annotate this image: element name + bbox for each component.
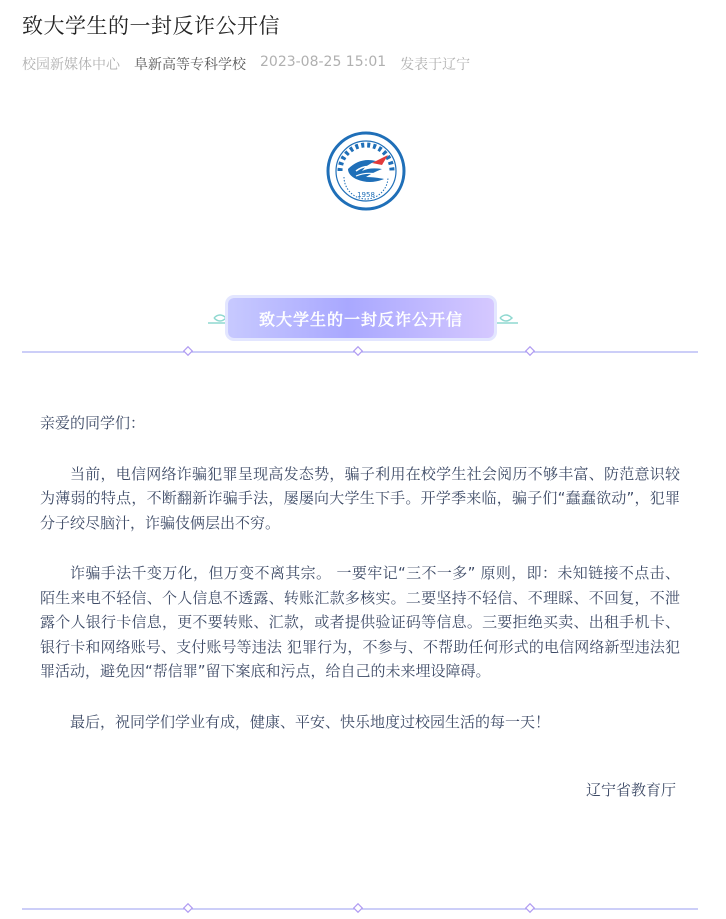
article-title: 致大学生的一封反诈公开信 xyxy=(22,14,280,38)
banner xyxy=(200,296,526,340)
letter-paragraph: 诈骗手法千变万化，但万变不离其宗。 一要牢记“三不一多” 原则，即：未知链接不点击、陌生来电不轻信、个人信息不透露、转账汇款多核实。二要坚持不轻信、不理睬、不回复，不泄露个人银行卡信息，更不要转账、汇款，或者提供验证码等信息。三要拒绝买卖、出租手机卡、银行卡和网络账号、支付账号等违法 犯罪行为，不参与、不帮助任何形式的电信网络新型违法犯罪活动，避免因“帮信罪”留下案底和污点，给自己的未来埋设障碍。 xyxy=(40,564,680,680)
account-name[interactable]: 校园新媒体中心 xyxy=(22,57,120,73)
school-name-link[interactable]: 阜新高等专科学校 xyxy=(134,57,246,73)
letter-body xyxy=(40,411,680,760)
article-meta xyxy=(22,54,470,74)
publish-location: 发表于辽宁 xyxy=(400,57,471,73)
emblem-year: 1958 xyxy=(357,191,375,199)
letter-signature: 辽宁省教育厅 xyxy=(585,781,676,799)
banner-title: 致大学生的一封反诈公开信 xyxy=(258,309,463,329)
letter-greeting: 亲爱的同学们： xyxy=(40,414,146,432)
divider-bottom xyxy=(22,902,698,916)
letter-paragraph: 当前，电信网络诈骗犯罪呈现高发态势，骗子利用在校学生社会阅历不够丰富、防范意识较为薄弱的特点，不断翻新诈骗手法，屡屡向大学生下手。开学季来临，骗子们“蠢蠢欲动”，犯罪分子绞尽脑汁，诈骗伎俩层出不穷。 xyxy=(40,464,680,532)
letter-paragraph: 最后，祝同学们学业有成，健康、平安、快乐地度过校园生活的每一天！ xyxy=(70,712,551,731)
school-emblem-icon xyxy=(326,131,406,211)
publish-datetime: 2023-08-25 15:01 xyxy=(260,54,387,70)
divider-top xyxy=(22,345,698,359)
